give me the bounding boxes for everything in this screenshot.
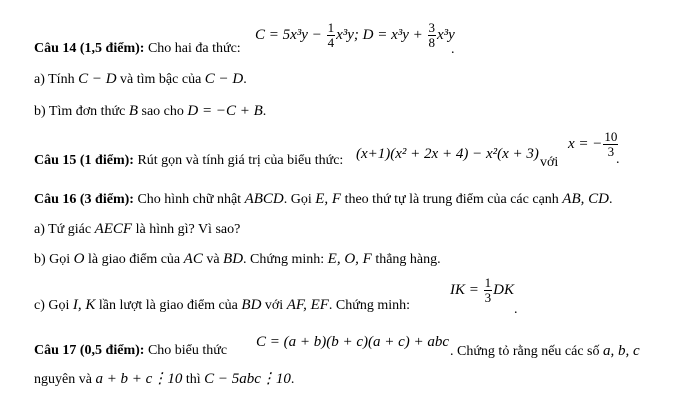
q15-header: [34, 152, 343, 170]
q14-text: Cho hai đa thức:: [147, 41, 241, 56]
q16-header: Câu 16 (3 điểm): Cho hình chữ nhật ABCD. Gọi E, F theo thứ tự là trung điểm của các cạnh AB, CD.: [34, 191, 613, 207]
q17-text2: . Chứng tỏ rằng nếu các số a, b, c: [450, 343, 640, 359]
q14-part-a: a) Tính C − D và tìm bậc của C − D.: [34, 71, 247, 87]
q15-x-value: x = − $\frac{10}{3}$: [568, 129, 618, 159]
q15-text: Rút gọn và tính giá trị của biểu thức:: [137, 153, 344, 168]
q14-formula: C = 5x³y − $\frac{1}{4}$ x³y; D = x³y + $\frac{3}{8}$ x³y: [255, 20, 455, 50]
q17-expression: C = (a + b)(b + c)(a + c) + abc: [256, 334, 450, 350]
q16-part-b: b) Gọi O là giao điểm của AC và BD. Chứng minh: E, O, F thẳng hàng.: [34, 251, 441, 267]
q14-header: [34, 40, 241, 58]
q15-label: Câu 15 (1 điểm):: [34, 153, 134, 168]
q16-part-a: a) Tứ giác AECF là hình gì? Vì sao?: [34, 221, 241, 237]
q14-label: Câu 14 (1,5 điểm):: [34, 41, 145, 56]
q17-header: Câu 17 (0,5 điểm): Cho biểu thức: [34, 343, 228, 358]
q17-line2: nguyên và a + b + c⋮10 thì C − 5abc⋮10.: [34, 371, 295, 387]
q16-c-formula: IK = $\frac{1}{3}$ DK: [450, 275, 514, 305]
q16-part-c: c) Gọi I, K lần lượt là giao điểm của BD với AF, EF. Chứng minh:: [34, 297, 411, 313]
q15-expression: (x+1)(x² + 2x + 4) − x²(x + 3): [356, 146, 539, 162]
q14-part-b: b) Tìm đơn thức B sao cho D = −C + B.: [34, 103, 267, 119]
q15-with: với: [540, 155, 559, 170]
